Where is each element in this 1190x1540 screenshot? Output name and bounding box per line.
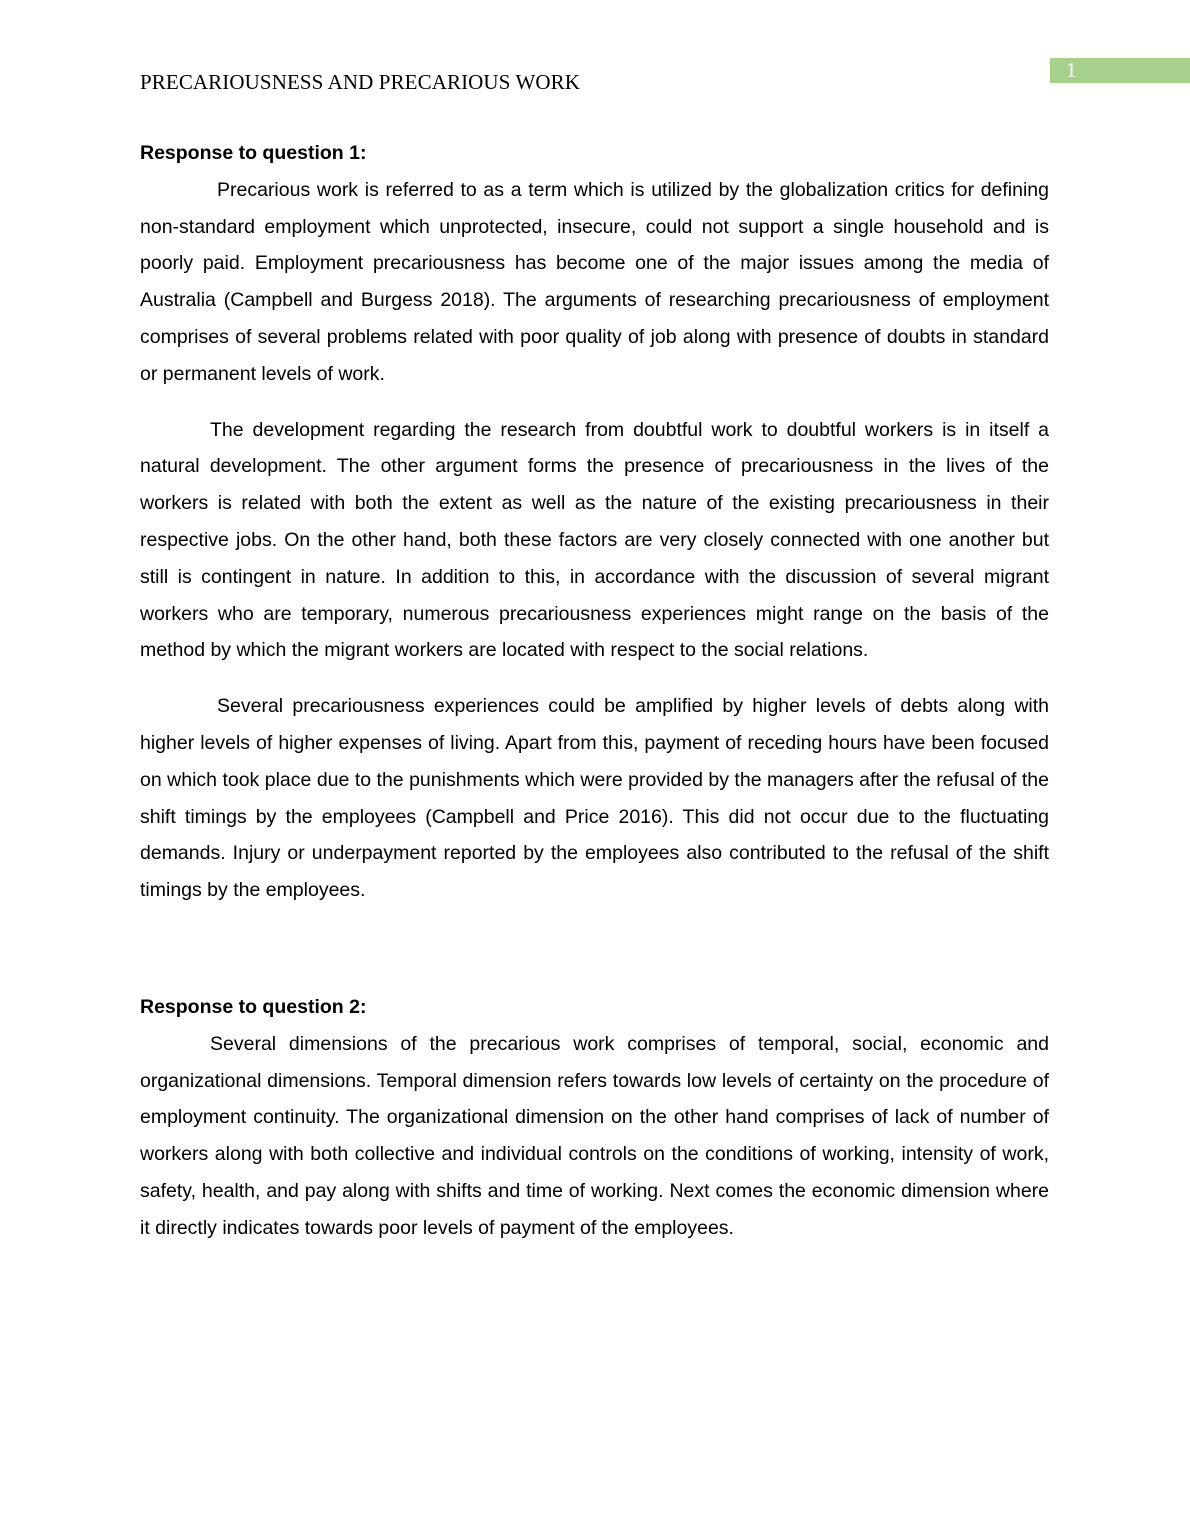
- section-heading: Response to question 1:: [140, 142, 367, 164]
- paragraph: Precarious work is referred to as a term which is utilized by the globalization critics for defining non-standard employment which unprotected, insecure, could not support a single household and is poorly paid. Employment precariousness has become one of the major issues among the media of Australia (Campbell and Burgess 2018). The arguments of researching precariousness of employment comprises of several problems related with poor quality of job along with presence of doubts in standard or permanent levels of work.: [140, 178, 1049, 385]
- paragraph: Several dimensions of the precarious work comprises of temporal, social, economic and organizational dimensions. Temporal dimension refers towards low levels of certainty on the procedure of employment continuity. The organizational dimension on the other hand comprises of lack of number of workers along with both collective and individual controls on the conditions of working, intensity of work, safety, health, and pay along with shifts and time of working. Next comes the economic dimension where it directly indicates towards poor levels of payment of the employees.: [140, 1032, 1049, 1239]
- paragraph: The development regarding the research from doubtful work to doubtful workers is in itself a natural development. The other argument forms the presence of precariousness in the lives of the workers is related with both the extent as well as the nature of the existing precariousness in their respective jobs. On the other hand, both these factors are very closely connected with one another but still is contingent in nature. In addition to this, in accordance with the discussion of several migrant workers who are temporary, numerous precariousness experiences might range on the basis of the method by which the migrant workers are located with respect to the social relations.: [140, 418, 1049, 662]
- section-question-1: [140, 135, 1049, 909]
- page-number-badge: [1050, 58, 1190, 83]
- page-number: 1: [1066, 58, 1077, 82]
- paragraph: Several precariousness experiences could be amplified by higher levels of debts along with higher levels of higher expenses of living. Apart from this, payment of receding hours have been focused on which took place due to the punishments which were provided by the managers after the refusal of the shift timings by the employees (Campbell and Price 2016). This did not occur due to the fluctuating demands. Injury or underpayment reported by the employees also contributed to the refusal of the shift timings by the employees.: [140, 695, 1049, 902]
- section-heading: Response to question 2:: [140, 995, 367, 1018]
- document-body: [140, 135, 1049, 1247]
- section-question-2: [140, 989, 1049, 1247]
- section-spacer: [140, 909, 1049, 989]
- running-header-title: PRECARIOUSNESS AND PRECARIOUS WORK: [140, 70, 581, 94]
